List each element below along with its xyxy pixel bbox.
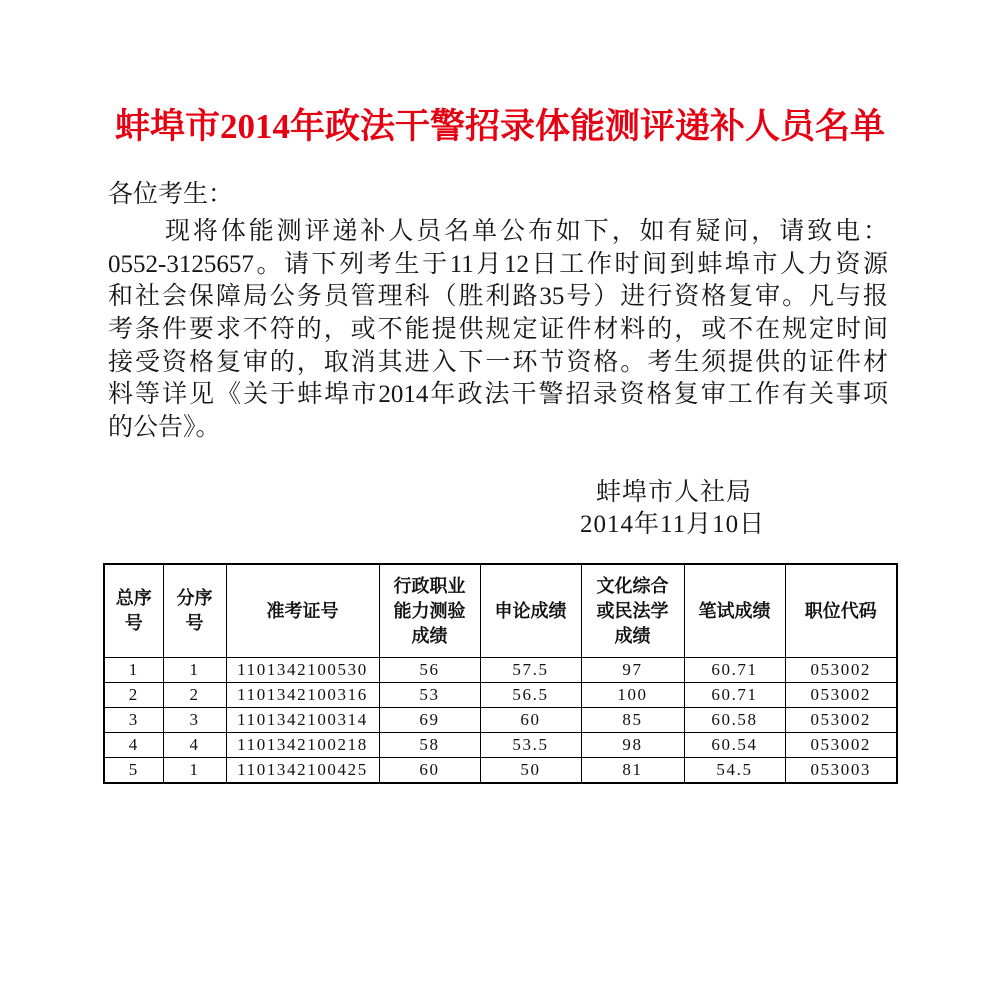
sub-seq-cell: 4 [163, 733, 226, 758]
exam-id-cell: 1101342100316 [226, 683, 379, 708]
exam-id-cell: 1101342100530 [226, 658, 379, 683]
header-label: 总序号 [115, 588, 152, 633]
aptitude-score-cell: 69 [379, 708, 480, 733]
notice-title: 蚌埠市2014年政法干警招录体能测评递补人员名单 [114, 107, 885, 146]
exam-id-cell: 1101342100218 [226, 733, 379, 758]
position-code-cell: 053003 [785, 758, 897, 784]
table-row [104, 708, 897, 733]
greeting: 各位考生： [108, 181, 234, 208]
culture-law-score-cell: 97 [581, 658, 684, 683]
total-seq-cell: 3 [104, 708, 163, 733]
header-label: 职位代码 [804, 600, 877, 621]
issue-date: 2014年11月10日 [580, 511, 766, 538]
header-label: 文化综合或民法学成绩 [596, 575, 669, 646]
essay-score-cell: 60 [480, 708, 581, 733]
sub-seq-cell: 3 [163, 708, 226, 733]
issuer-name: 蚌埠市人社局 [596, 479, 753, 506]
written-score-cell: 60.58 [684, 708, 785, 733]
score-table [103, 563, 898, 784]
header-culture-law-score [581, 564, 684, 658]
header-aptitude-score [379, 564, 480, 658]
notice-body [108, 178, 888, 445]
position-code-cell: 053002 [785, 733, 897, 758]
culture-law-score-cell: 98 [581, 733, 684, 758]
header-exam-id [226, 564, 379, 658]
header-sub-seq [163, 564, 226, 658]
body-line: 0552-3125657。请下列考生于11月12日工作时间到蚌埠市人力资源 [108, 250, 888, 278]
aptitude-score-cell: 60 [379, 758, 480, 784]
body-line: 料等详见《关于蚌埠市2014年政法干警招录资格复审工作有关事项 [108, 381, 888, 409]
header-label: 笔试成绩 [698, 600, 771, 621]
score-table-body [104, 658, 897, 784]
table-row [104, 658, 897, 683]
aptitude-score-cell: 58 [379, 733, 480, 758]
sub-seq-cell: 2 [163, 683, 226, 708]
essay-score-cell: 56.5 [480, 683, 581, 708]
header-label: 分序号 [176, 588, 213, 633]
written-score-cell: 54.5 [684, 758, 785, 784]
essay-score-cell: 50 [480, 758, 581, 784]
culture-law-score-cell: 85 [581, 708, 684, 733]
body-line: 现将体能测评递补人员名单公布如下，如有疑问，请致电： [165, 218, 888, 245]
header-essay-score [480, 564, 581, 658]
body-line: 接受资格复审的，取消其进入下一环节资格。考生须提供的证件材 [108, 348, 888, 376]
header-written-score [684, 564, 785, 658]
position-code-cell: 053002 [785, 658, 897, 683]
body-line: 考条件要求不符的，或不能提供规定证件材料的，或不在规定时间 [108, 316, 888, 344]
body-line: 和社会保障局公务员管理科（胜利路35号）进行资格复审。凡与报 [108, 283, 888, 311]
body-line: 的公告》。 [108, 414, 221, 442]
total-seq-cell: 5 [104, 758, 163, 784]
culture-law-score-cell: 100 [581, 683, 684, 708]
header-position-code [785, 564, 897, 658]
header-label: 准考证号 [266, 600, 339, 621]
essay-score-cell: 53.5 [480, 733, 581, 758]
header-label: 申论成绩 [494, 600, 567, 621]
header-label: 行政职业能力测验成绩 [393, 575, 466, 646]
written-score-cell: 60.71 [684, 658, 785, 683]
table-row [104, 758, 897, 784]
position-code-cell: 053002 [785, 683, 897, 708]
essay-score-cell: 57.5 [480, 658, 581, 683]
table-row [104, 733, 897, 758]
exam-id-cell: 1101342100314 [226, 708, 379, 733]
exam-id-cell: 1101342100425 [226, 758, 379, 784]
score-table-header [104, 564, 897, 658]
sub-seq-cell: 1 [163, 758, 226, 784]
culture-law-score-cell: 81 [581, 758, 684, 784]
total-seq-cell: 4 [104, 733, 163, 758]
header-total-seq [104, 564, 163, 658]
position-code-cell: 053002 [785, 708, 897, 733]
sub-seq-cell: 1 [163, 658, 226, 683]
table-row [104, 683, 897, 708]
header-row [104, 564, 897, 658]
written-score-cell: 60.71 [684, 683, 785, 708]
total-seq-cell: 2 [104, 683, 163, 708]
aptitude-score-cell: 53 [379, 683, 480, 708]
written-score-cell: 60.54 [684, 733, 785, 758]
total-seq-cell: 1 [104, 658, 163, 683]
aptitude-score-cell: 56 [379, 658, 480, 683]
